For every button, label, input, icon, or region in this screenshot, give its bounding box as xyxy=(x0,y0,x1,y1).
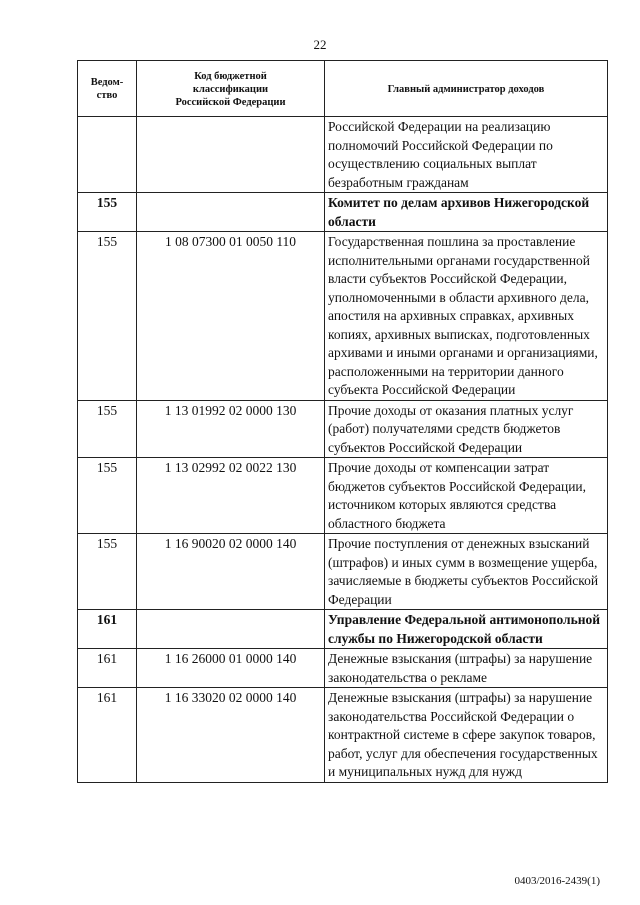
budget-code-cell: 1 16 90020 02 0000 140 xyxy=(137,534,325,610)
department-cell: 155 xyxy=(78,400,137,458)
budget-code-cell: 1 08 07300 01 0050 110 xyxy=(137,232,325,401)
description-cell: Комитет по делам архивов Нижегородской области xyxy=(325,193,608,232)
header-budget-code-label: Код бюджетной классификации Российской Федерации xyxy=(175,70,286,108)
header-revenue-administrator xyxy=(325,61,608,117)
description-cell: Управление Федеральной антимонопольной службы по Нижегородской области xyxy=(325,610,608,649)
header-department-label: Ведом- ство xyxy=(90,77,124,101)
description-cell: Прочие доходы от компенсации затрат бюджетов субъектов Российской Федерации, источником которых являются средства областного бюджета xyxy=(325,458,608,534)
table-row xyxy=(78,232,608,401)
department-cell: 155 xyxy=(78,458,137,534)
description-cell: Государственная пошлина за проставление исполнительными органами государственной власти субъектов Российской Федерации, уполномоченными в области архивного дела, апостиля на архивных справках, архивных копиях, архивных выписках, подготовленных архивами и иными органами и организациями, расположенными на территории данного субъекта Российской Федерации xyxy=(325,232,608,401)
description-cell: Денежные взыскания (штрафы) за нарушение законодательства о рекламе xyxy=(325,649,608,688)
table-row xyxy=(78,193,608,232)
budget-code-cell xyxy=(137,193,325,232)
department-cell: 155 xyxy=(78,534,137,610)
header-budget-code xyxy=(137,61,325,117)
department-cell: 161 xyxy=(78,688,137,783)
description-cell: Денежные взыскания (штрафы) за нарушение законодательства Российской Федерации о контрактной системе в сфере закупок товаров, работ, услуг для обеспечения государственных и муниципальных нужд для нужд xyxy=(325,688,608,783)
document-code: 0403/2016-2439(1) xyxy=(514,875,600,887)
header-revenue-administrator-label: Главный администратор доходов xyxy=(387,83,545,95)
table-row xyxy=(78,400,608,458)
budget-code-cell: 1 13 02992 02 0022 130 xyxy=(137,458,325,534)
department-cell: 155 xyxy=(78,232,137,401)
table-row xyxy=(78,117,608,193)
table-row xyxy=(78,534,608,610)
department-cell: 161 xyxy=(78,610,137,649)
department-cell xyxy=(78,117,137,193)
table-row xyxy=(78,649,608,688)
table-body xyxy=(78,117,608,783)
table-row xyxy=(78,458,608,534)
table-row xyxy=(78,688,608,783)
page-number: 22 xyxy=(313,37,327,52)
department-cell: 161 xyxy=(78,649,137,688)
table-row xyxy=(78,610,608,649)
budget-code-cell: 1 13 01992 02 0000 130 xyxy=(137,400,325,458)
table-header-row xyxy=(78,61,608,117)
budget-code-cell xyxy=(137,117,325,193)
budget-code-cell: 1 16 26000 01 0000 140 xyxy=(137,649,325,688)
budget-code-cell: 1 16 33020 02 0000 140 xyxy=(137,688,325,783)
department-cell: 155 xyxy=(78,193,137,232)
header-department xyxy=(78,61,137,117)
budget-code-cell xyxy=(137,610,325,649)
description-cell: Прочие поступления от денежных взысканий (штрафов) и иных сумм в возмещение ущерба, зачисляемые в бюджеты субъектов Российской Федерации xyxy=(325,534,608,610)
description-cell: Российской Федерации на реализацию полномочий Российской Федерации по осуществлению социальных выплат безработным гражданам xyxy=(325,117,608,193)
description-cell: Прочие доходы от оказания платных услуг (работ) получателями средств бюджетов субъектов Российской Федерации xyxy=(325,400,608,458)
budget-classification-table xyxy=(77,60,608,783)
